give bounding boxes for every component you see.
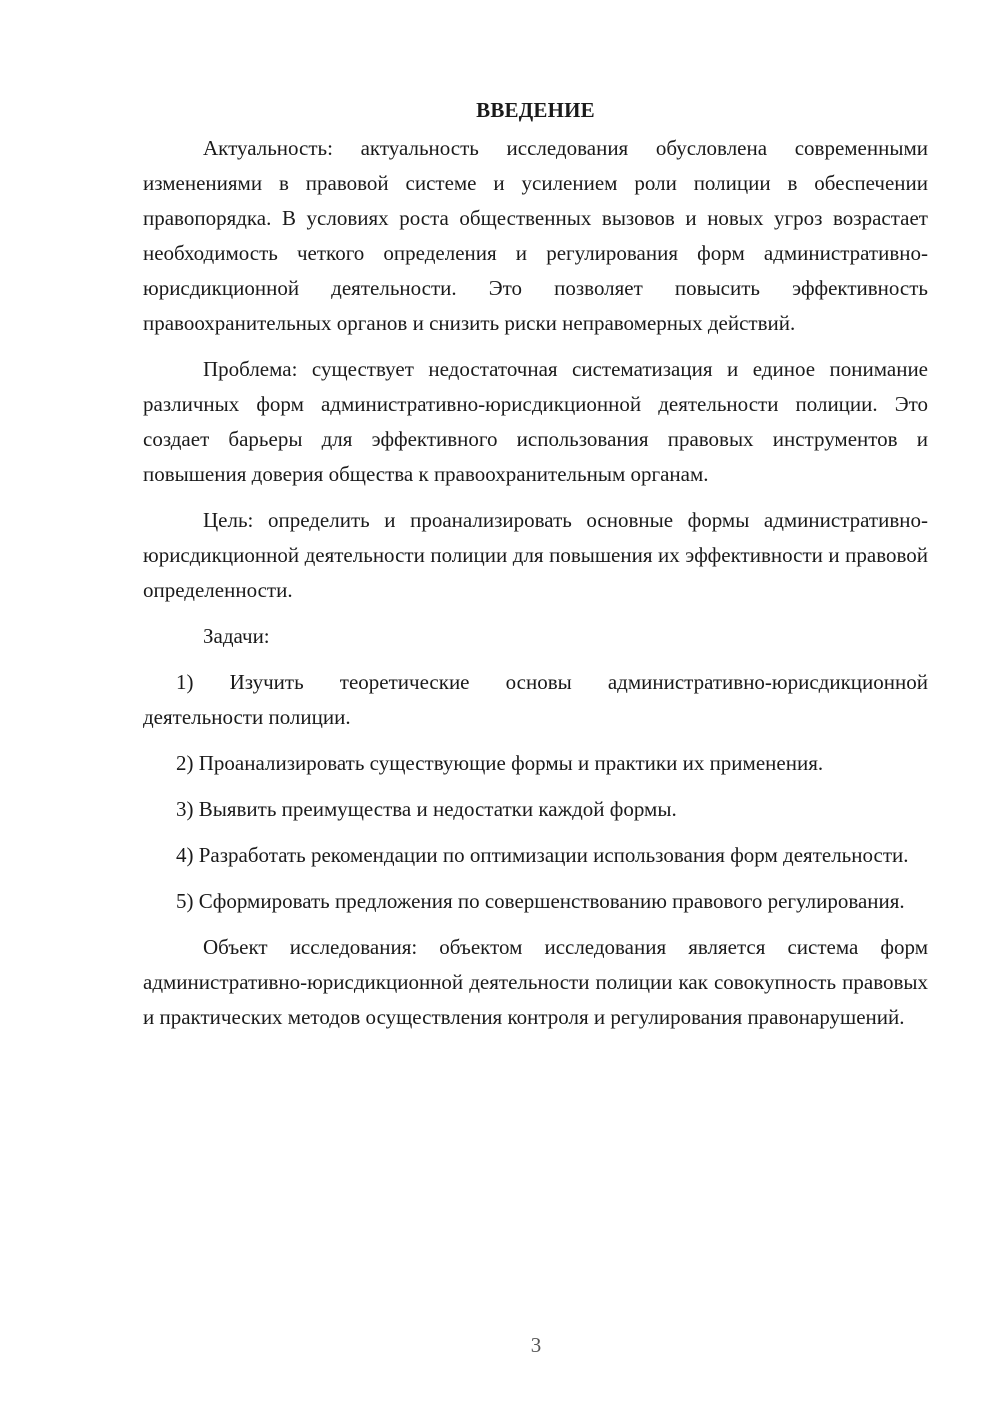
page-body: [143, 95, 928, 1046]
page-title: ВВЕДЕНИЕ: [476, 98, 595, 122]
tasks-heading: Задачи:: [203, 624, 270, 648]
task-item: 1) Изучить теоретические основы административно-юрисдикционной деятельности полиции.: [143, 670, 928, 729]
page-number: 3: [530, 1333, 542, 1357]
task-item: 4) Разработать рекомендации по оптимизации использования форм деятельности.: [176, 843, 909, 867]
goal-paragraph: Цель: определить и проанализировать основные формы административно-юрисдикционной деятельности полиции для повышения их эффективности и правовой определенности.: [143, 508, 928, 602]
relevance-paragraph: Актуальность: актуальность исследования обусловлена современными изменениями в правовой системе и усилением роли полиции в обеспечении правопорядка. В условиях роста общественных вызовов и новых угроз возрастает необходимость четкого определения и регулирования форм административно-юрисдикционной деятельности. Это позволяет повысить эффективность правоохранительных органов и снизить риски неправомерных действий.: [143, 136, 928, 335]
task-item: 3) Выявить преимущества и недостатки каждой формы.: [176, 797, 677, 821]
problem-paragraph: Проблема: существует недостаточная систематизация и единое понимание различных форм административно-юрисдикционной деятельности полиции. Это создает барьеры для эффективного использования правовых инструментов и повышения доверия общества к правоохранительным органам.: [143, 357, 928, 486]
object-paragraph: Объект исследования: объектом исследования является система форм административно-юрисдикционной деятельности полиции как совокупность правовых и практических методов осуществления контроля и регулирования правонарушений.: [143, 935, 928, 1029]
task-item: 5) Сформировать предложения по совершенствованию правового регулирования.: [176, 889, 905, 913]
task-item: 2) Проанализировать существующие формы и практики их применения.: [176, 751, 824, 775]
